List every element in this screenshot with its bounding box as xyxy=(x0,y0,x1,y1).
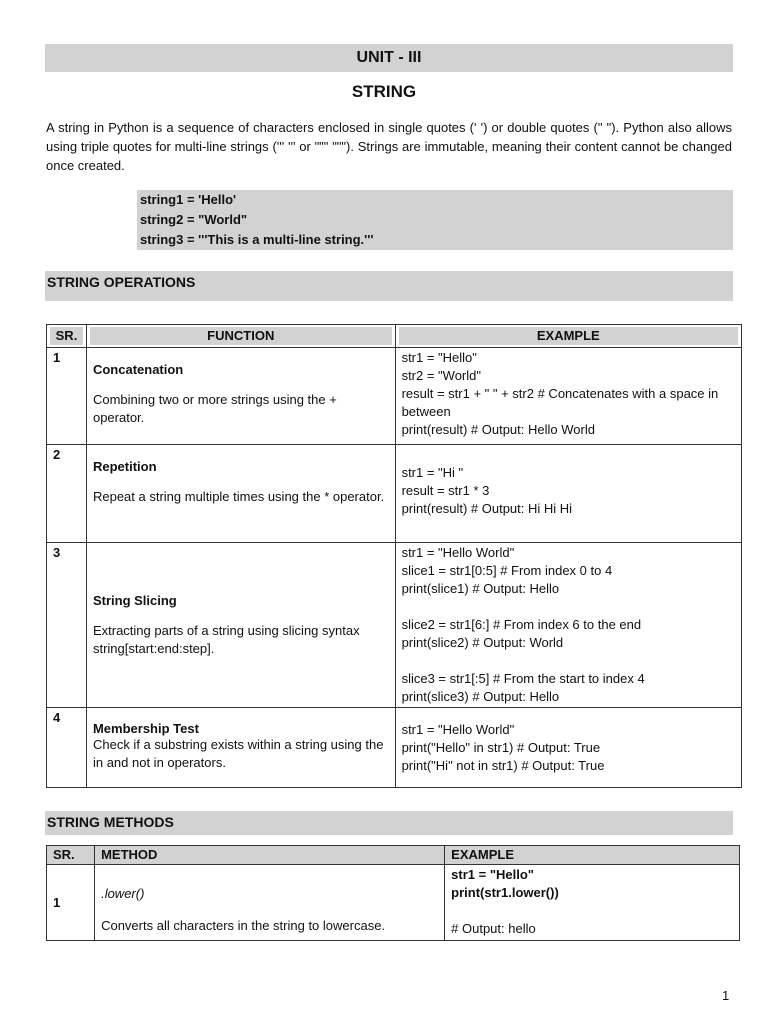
example-line: str1 = "Hi " xyxy=(401,465,464,480)
function-cell xyxy=(86,708,395,788)
example-cell xyxy=(395,708,741,788)
methods-table xyxy=(46,845,740,941)
example-line: slice1 = str1[0:5] # From index 0 to 4 xyxy=(401,563,613,578)
row-number: 4 xyxy=(47,708,87,788)
example-line: print(slice2) # Output: World xyxy=(401,635,564,650)
operations-table xyxy=(46,324,742,788)
table-row xyxy=(47,445,742,543)
function-description: Combining two or more strings using the + operator. xyxy=(92,392,337,425)
example-line: print(result) # Output: Hello World xyxy=(401,422,595,437)
column-header-sr: SR. xyxy=(47,325,87,348)
example-line: str1 = "Hello World" xyxy=(401,545,515,560)
column-header-sr: SR. xyxy=(47,846,95,865)
function-cell xyxy=(86,445,395,543)
example-output: # Output: hello xyxy=(451,921,536,936)
example-line: print("Hello" in str1) # Output: True xyxy=(401,740,601,755)
table-header-row xyxy=(47,325,742,348)
row-number: 1 xyxy=(47,865,95,941)
row-number: 1 xyxy=(47,348,87,445)
code-line: string2 = "World" xyxy=(140,212,248,227)
table-row xyxy=(47,708,742,788)
column-header-example: EXAMPLE xyxy=(395,325,741,348)
example-cell xyxy=(395,348,741,445)
function-name: Concatenation xyxy=(92,362,184,377)
example-line: print(str1.lower()) xyxy=(451,885,559,900)
table-row xyxy=(47,865,740,941)
example-line: result = str1 + " " + str2 # Concatenates with a space in between xyxy=(401,386,719,419)
table-row xyxy=(47,348,742,445)
function-name: Repetition xyxy=(92,459,157,474)
code-line: string3 = '''This is a multi-line string.''' xyxy=(140,232,374,247)
example-line: str1 = "Hello World" xyxy=(401,722,515,737)
example-blank-line xyxy=(402,598,735,616)
page-number: 1 xyxy=(722,988,730,1003)
example-line: print(slice3) # Output: Hello xyxy=(401,689,560,704)
example-line: str1 = "Hello" xyxy=(451,867,534,882)
function-description: Check if a substring exists within a string using the in and not in operators. xyxy=(92,737,384,770)
example-cell xyxy=(395,445,741,543)
section-heading-operations: STRING OPERATIONS xyxy=(45,271,733,301)
example-line: print(result) # Output: Hi Hi Hi xyxy=(401,501,573,516)
function-cell xyxy=(86,348,395,445)
code-example-box xyxy=(137,190,733,250)
example-line: print(slice1) # Output: Hello xyxy=(401,581,560,596)
column-header-function: FUNCTION xyxy=(86,325,395,348)
example-line: slice2 = str1[6:] # From index 6 to the end xyxy=(401,617,642,632)
intro-paragraph: A string in Python is a sequence of characters enclosed in single quotes (' ') or double quotes (" "). Python also allows using triple quotes for multi-line strings (''' ''' or """ """). Strings are immutable, meaning their content cannot be changed once created. xyxy=(46,120,732,173)
function-name: String Slicing xyxy=(92,592,177,608)
example-line: str2 = "World" xyxy=(401,368,481,383)
example-cell xyxy=(445,865,740,941)
section-heading-methods: STRING METHODS xyxy=(45,811,733,835)
method-name: .lower() xyxy=(101,886,145,901)
function-description: Repeat a string multiple times using the * operator. xyxy=(92,489,385,504)
row-number: 3 xyxy=(47,543,87,708)
example-cell xyxy=(395,543,741,708)
code-line: string1 = 'Hello' xyxy=(140,192,237,207)
column-header-method: METHOD xyxy=(95,846,445,865)
function-cell xyxy=(86,543,395,708)
example-line: print("Hi" not in str1) # Output: True xyxy=(401,758,605,773)
example-line: slice3 = str1[:5] # From the start to index 4 xyxy=(401,671,645,686)
function-description: Extracting parts of a string using slicing syntax string[start:end:step]. xyxy=(92,622,360,656)
table-row xyxy=(47,543,742,708)
unit-header: UNIT - III xyxy=(45,44,733,72)
example-blank-line xyxy=(402,652,735,670)
page-title: STRING xyxy=(351,82,417,101)
column-header-example: EXAMPLE xyxy=(445,846,740,865)
example-line: str1 = "Hello" xyxy=(401,350,477,365)
example-line: result = str1 * 3 xyxy=(401,483,490,498)
row-number: 2 xyxy=(47,445,87,543)
function-name: Membership Test xyxy=(92,721,199,736)
method-cell xyxy=(95,865,445,941)
method-description: Converts all characters in the string to lowercase. xyxy=(101,918,386,933)
table-header-row xyxy=(47,846,740,865)
